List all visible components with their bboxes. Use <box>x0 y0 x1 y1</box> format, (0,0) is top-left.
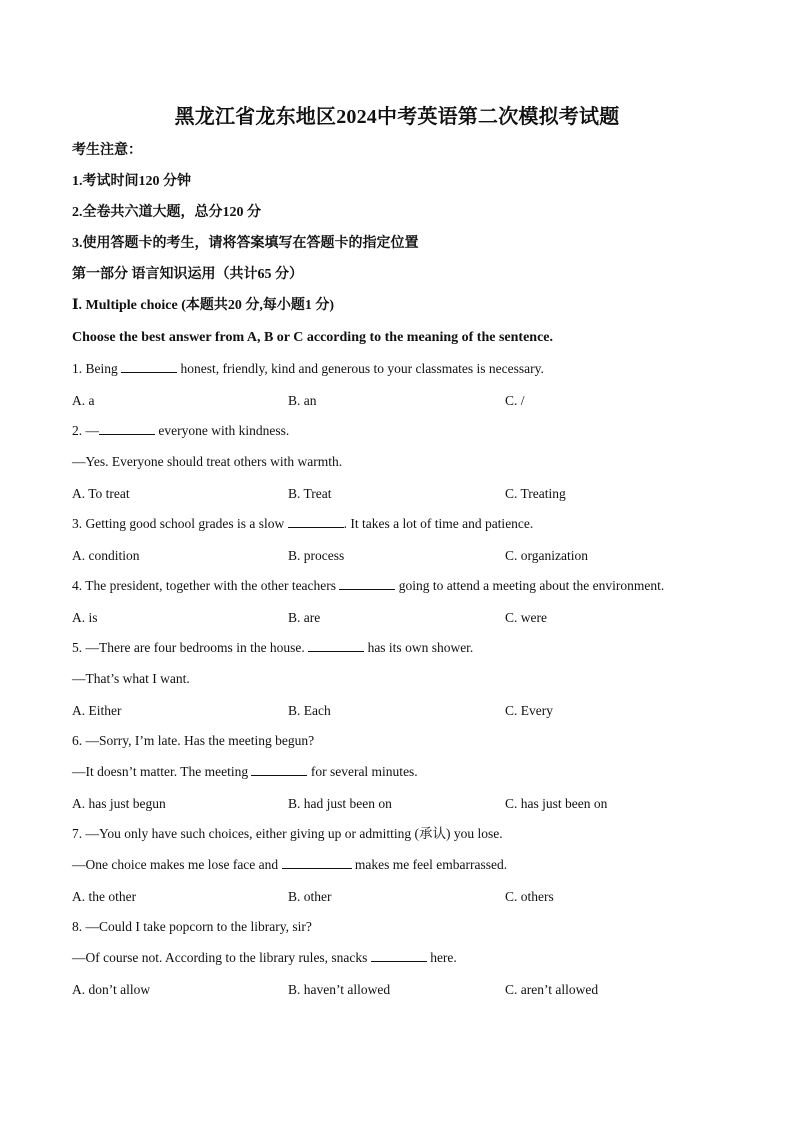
answer-blank <box>308 639 364 652</box>
question-5-option-a[interactable]: A. Either <box>72 703 122 718</box>
question-text: here. <box>426 950 457 965</box>
question-text: 2. — <box>72 423 99 438</box>
question-text: honest, friendly, kind and generous to your classmates is necessary. <box>177 361 544 376</box>
answer-blank <box>371 949 427 962</box>
question-text: 5. —There are four bedrooms in the house. <box>72 640 309 655</box>
question-8-line <box>72 948 457 968</box>
notice-heading: 考生注意： <box>72 143 142 158</box>
question-6-option-a[interactable]: A. has just begun <box>72 796 166 811</box>
question-7-option-a[interactable]: A. the other <box>72 889 137 904</box>
question-6-line <box>72 762 418 782</box>
question-2-option-c[interactable]: C. Treating <box>505 486 566 501</box>
question-text: 6. —Sorry, I’m late. Has the meeting begun? <box>72 733 315 748</box>
question-6-option-b[interactable]: B. had just been on <box>288 796 392 811</box>
question-1-option-a[interactable]: A. a <box>72 393 95 408</box>
question-text: 4. The president, together with the other teachers <box>72 578 340 593</box>
question-8-option-c[interactable]: C. aren’t allowed <box>505 982 599 997</box>
question-1-option-b[interactable]: B. an <box>288 393 317 408</box>
question-text: 3. Getting good school grades is a slow <box>72 516 288 531</box>
part-heading: 第一部分 语言知识运用（共计65 分） <box>72 267 303 282</box>
question-8-option-b[interactable]: B. haven’t allowed <box>288 982 391 997</box>
question-text: —Yes. Everyone should treat others with warmth. <box>72 454 343 469</box>
notice-item: 3.使用答题卡的考生，请将答案填写在答题卡的指定位置 <box>72 236 419 251</box>
question-1-line <box>72 359 544 379</box>
exam-title: 黑龙江省龙东地区2024中考英语第二次模拟考试题 <box>174 106 620 128</box>
section-instruction: Choose the best answer from A, B or C according to the meaning of the sentence. <box>72 330 554 345</box>
answer-blank <box>282 856 352 869</box>
answer-blank <box>251 763 307 776</box>
notice-item: 1.考试时间120 分钟 <box>72 174 191 189</box>
question-4-option-c[interactable]: C. were <box>505 610 547 625</box>
question-2-line <box>72 452 342 472</box>
question-7-option-c[interactable]: C. others <box>505 889 554 904</box>
question-7-option-b[interactable]: B. other <box>288 889 332 904</box>
question-text: 8. —Could I take popcorn to the library, sir? <box>72 919 312 934</box>
question-text: —That’s what I want. <box>72 671 190 686</box>
question-7-line <box>72 824 503 844</box>
question-text: everyone with kindness. <box>155 423 290 438</box>
section-heading: Ⅰ. Multiple choice (本题共20 分,每小题1 分) <box>72 298 335 313</box>
question-2-line <box>72 421 289 441</box>
question-text: —Of course not. According to the library rules, snacks <box>72 950 371 965</box>
answer-blank <box>339 577 395 590</box>
question-text: going to attend a meeting about the environment. <box>395 578 665 593</box>
question-2-option-b[interactable]: B. Treat <box>288 486 332 501</box>
question-5-line <box>72 669 190 689</box>
question-text: . It takes a lot of time and patience. <box>343 516 534 531</box>
question-6-option-c[interactable]: C. has just been on <box>505 796 608 811</box>
question-1-option-c[interactable]: C. / <box>505 393 525 408</box>
question-5-line <box>72 638 473 658</box>
question-4-line <box>72 576 664 596</box>
question-text: —One choice makes me lose face and <box>72 857 282 872</box>
question-7-line <box>72 855 507 875</box>
answer-blank <box>121 360 177 373</box>
question-8-line <box>72 917 312 937</box>
question-text: for several minutes. <box>307 764 418 779</box>
notice-item: 2.全卷共六道大题，总分120 分 <box>72 205 261 220</box>
question-text: 7. —You only have such choices, either giving up or admitting (承认) you lose. <box>72 826 503 841</box>
answer-blank <box>288 515 344 528</box>
question-4-option-b[interactable]: B. are <box>288 610 321 625</box>
question-3-option-b[interactable]: B. process <box>288 548 345 563</box>
question-4-option-a[interactable]: A. is <box>72 610 98 625</box>
answer-blank <box>99 422 155 435</box>
question-3-line <box>72 514 533 534</box>
question-3-option-c[interactable]: C. organization <box>505 548 588 563</box>
question-2-option-a[interactable]: A. To treat <box>72 486 130 501</box>
question-5-option-b[interactable]: B. Each <box>288 703 331 718</box>
question-text: 1. Being <box>72 361 122 376</box>
question-text: has its own shower. <box>364 640 474 655</box>
question-5-option-c[interactable]: C. Every <box>505 703 553 718</box>
question-3-option-a[interactable]: A. condition <box>72 548 140 563</box>
question-8-option-a[interactable]: A. don’t allow <box>72 982 151 997</box>
question-6-line <box>72 731 314 751</box>
question-text: —It doesn’t matter. The meeting <box>72 764 252 779</box>
question-text: makes me feel embarrassed. <box>351 857 508 872</box>
